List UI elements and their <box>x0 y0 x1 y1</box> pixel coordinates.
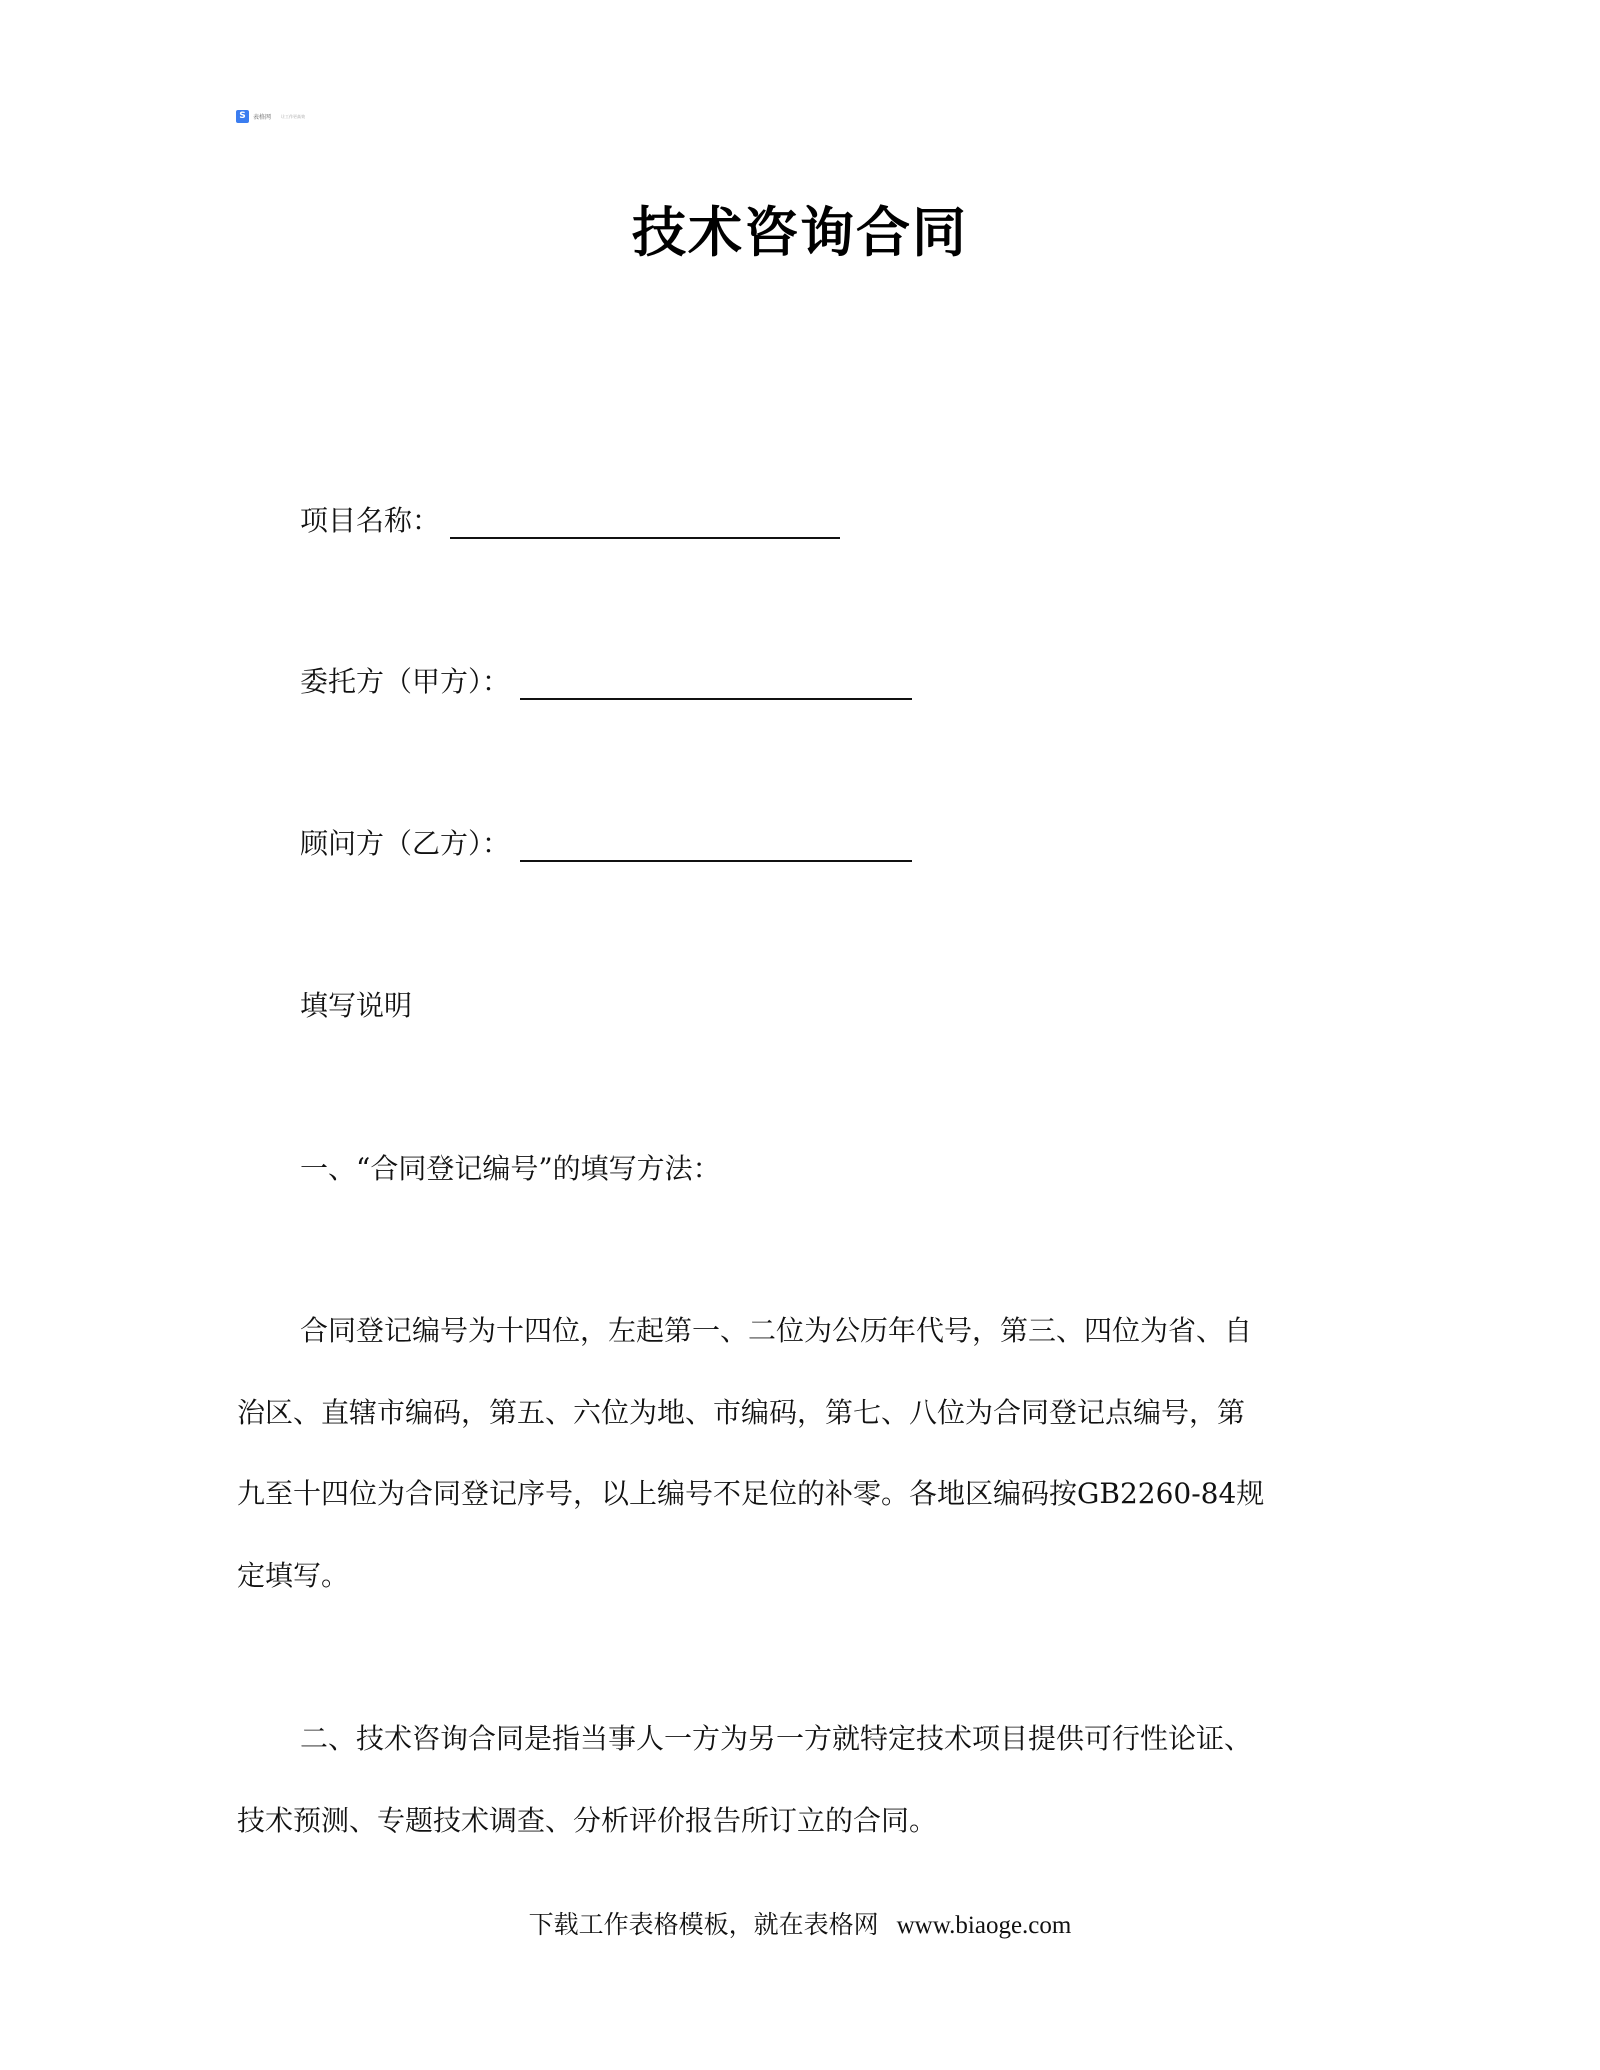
field-project-name-input[interactable] <box>450 507 840 539</box>
section1-line-2: 治区、直辖市编码，第五、六位为地、市编码，第七、八位为合同登记点编号，第 <box>237 1396 1246 1429</box>
page-footer <box>0 1905 1600 1941</box>
logo-name: 表格网 <box>253 114 272 121</box>
field-client-input[interactable] <box>520 668 912 700</box>
section2-line-2: 技术预测、专题技术调查、分析评价报告所订立的合同。 <box>237 1804 938 1837</box>
field-client <box>300 664 912 700</box>
field-client-label: 委托方（甲方）： <box>300 665 511 698</box>
section1-line-3: 九至十四位为合同登记序号，以上编号不足位的补零。各地区编码按GB2260-84规 <box>237 1477 1265 1510</box>
field-consultant <box>300 826 912 862</box>
field-consultant-input[interactable] <box>520 830 912 862</box>
site-logo <box>236 110 305 123</box>
section1-heading: 一、“合同登记编号”的填写方法： <box>300 1152 721 1185</box>
logo-mark-icon: S <box>236 110 249 123</box>
logo-slogan: 让工作更高效 <box>281 113 306 119</box>
document-title: 技术咨询合同 <box>632 201 968 264</box>
section1-line-4: 定填写。 <box>237 1559 350 1592</box>
field-consultant-label: 顾问方（乙方）： <box>300 827 511 860</box>
section1-line-1: 合同登记编号为十四位，左起第一、二位为公历年代号，第三、四位为省、自 <box>300 1314 1253 1347</box>
footer-url-link[interactable]: www.biaoge.com <box>896 1912 1072 1939</box>
section2-line-1: 二、技术咨询合同是指当事人一方为另一方就特定技术项目提供可行性论证、 <box>300 1722 1253 1755</box>
instructions-heading: 填写说明 <box>300 989 413 1022</box>
footer-text: 下载工作表格模板，就在表格网 <box>528 1910 879 1939</box>
field-project-name <box>300 503 840 539</box>
field-project-name-label: 项目名称： <box>300 504 441 537</box>
